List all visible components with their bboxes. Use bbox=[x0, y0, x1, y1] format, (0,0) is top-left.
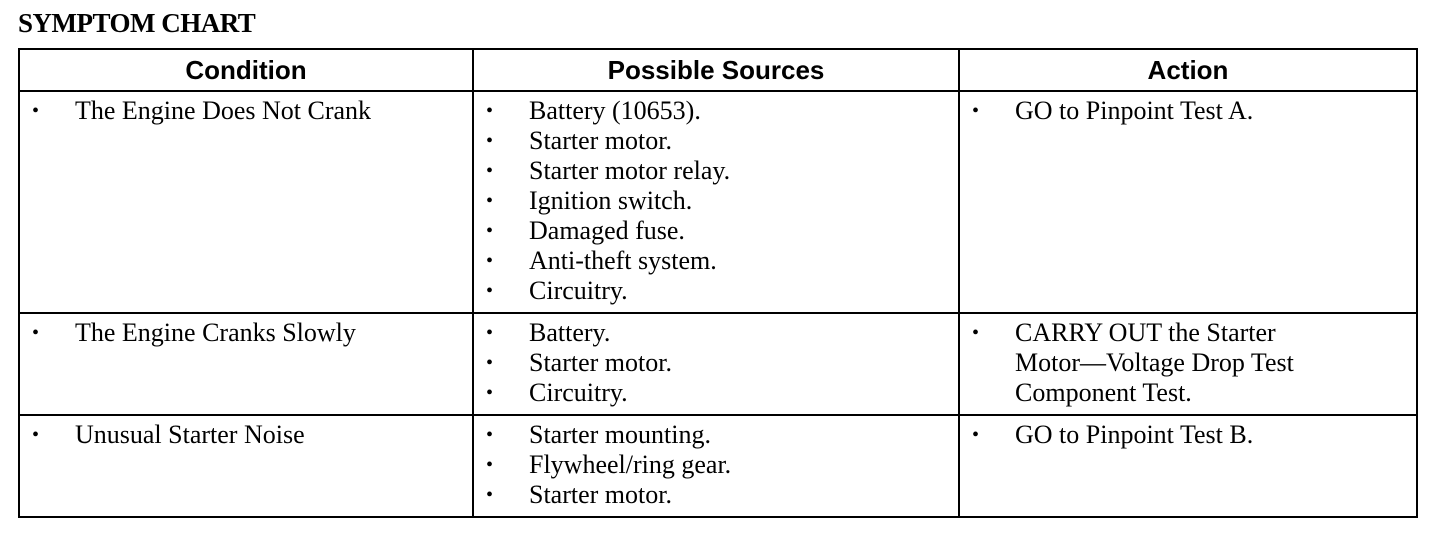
table-row bbox=[19, 415, 1417, 517]
table-header-row bbox=[19, 49, 1417, 91]
condition-cell bbox=[19, 91, 473, 313]
condition-text: Unusual Starter Noise bbox=[75, 420, 305, 449]
bullet-icon: • bbox=[972, 424, 980, 446]
column-header-condition: Condition bbox=[19, 49, 473, 91]
condition-text: The Engine Does Not Crank bbox=[75, 96, 372, 125]
list-item bbox=[960, 96, 1416, 126]
list-item bbox=[474, 216, 958, 246]
source-text: Starter motor. bbox=[529, 480, 672, 509]
symptom-chart-table bbox=[18, 48, 1418, 518]
action-text-line: Component Test. bbox=[1015, 378, 1192, 407]
action-cell bbox=[959, 313, 1417, 415]
bullet-icon: • bbox=[32, 322, 40, 344]
source-text: Circuitry. bbox=[529, 276, 628, 305]
list-item bbox=[474, 318, 958, 348]
list-item bbox=[474, 246, 958, 276]
list-item bbox=[474, 420, 958, 450]
action-text-line: Motor—Voltage Drop Test bbox=[1015, 348, 1294, 377]
source-text: Battery. bbox=[529, 318, 611, 347]
list-item bbox=[960, 318, 1416, 348]
bullet-icon: • bbox=[486, 352, 494, 374]
table-row bbox=[19, 91, 1417, 313]
bullet-icon: • bbox=[486, 160, 494, 182]
list-item-continuation bbox=[960, 348, 1416, 378]
list-item bbox=[20, 420, 472, 450]
bullet-icon: • bbox=[972, 322, 980, 344]
bullet-icon: • bbox=[486, 382, 494, 404]
source-text: Starter motor. bbox=[529, 348, 672, 377]
action-cell bbox=[959, 415, 1417, 517]
list-item bbox=[20, 96, 472, 126]
list-item bbox=[474, 450, 958, 480]
source-text: Anti-theft system. bbox=[529, 246, 717, 275]
table-row bbox=[19, 313, 1417, 415]
source-text: Damaged fuse. bbox=[529, 216, 685, 245]
list-item bbox=[474, 276, 958, 306]
sources-cell bbox=[473, 313, 959, 415]
list-item bbox=[474, 156, 958, 186]
bullet-icon: • bbox=[486, 220, 494, 242]
list-item-continuation bbox=[960, 378, 1416, 408]
bullet-icon: • bbox=[486, 250, 494, 272]
source-text: Starter motor relay. bbox=[529, 156, 731, 185]
bullet-icon: • bbox=[486, 280, 494, 302]
bullet-icon: • bbox=[972, 100, 980, 122]
bullet-icon: • bbox=[486, 322, 494, 344]
source-text: Starter mounting. bbox=[529, 420, 711, 449]
sources-cell bbox=[473, 415, 959, 517]
action-text-line: CARRY OUT the Starter bbox=[1015, 318, 1276, 347]
bullet-icon: • bbox=[486, 130, 494, 152]
bullet-icon: • bbox=[486, 454, 494, 476]
source-text: Starter motor. bbox=[529, 126, 672, 155]
bullet-icon: • bbox=[32, 100, 40, 122]
page-title: SYMPTOM CHART bbox=[18, 8, 256, 38]
action-text: GO to Pinpoint Test A. bbox=[1015, 96, 1254, 125]
condition-cell bbox=[19, 313, 473, 415]
bullet-icon: • bbox=[32, 424, 40, 446]
list-item bbox=[474, 96, 958, 126]
condition-cell bbox=[19, 415, 473, 517]
source-text: Ignition switch. bbox=[529, 186, 693, 215]
action-text: GO to Pinpoint Test B. bbox=[1015, 420, 1254, 449]
bullet-icon: • bbox=[486, 424, 494, 446]
list-item bbox=[474, 348, 958, 378]
column-header-possible-sources: Possible Sources bbox=[473, 49, 959, 91]
list-item bbox=[474, 480, 958, 510]
list-item bbox=[474, 126, 958, 156]
list-item bbox=[474, 186, 958, 216]
bullet-icon: • bbox=[486, 100, 494, 122]
source-text: Battery (10653). bbox=[529, 96, 701, 125]
list-item bbox=[474, 378, 958, 408]
bullet-icon: • bbox=[486, 484, 494, 506]
column-header-action: Action bbox=[959, 49, 1417, 91]
condition-text: The Engine Cranks Slowly bbox=[75, 318, 356, 347]
list-item bbox=[960, 420, 1416, 450]
source-text: Circuitry. bbox=[529, 378, 628, 407]
action-cell bbox=[959, 91, 1417, 313]
source-text: Flywheel/ring gear. bbox=[529, 450, 732, 479]
list-item bbox=[20, 318, 472, 348]
bullet-icon: • bbox=[486, 190, 494, 212]
sources-cell bbox=[473, 91, 959, 313]
